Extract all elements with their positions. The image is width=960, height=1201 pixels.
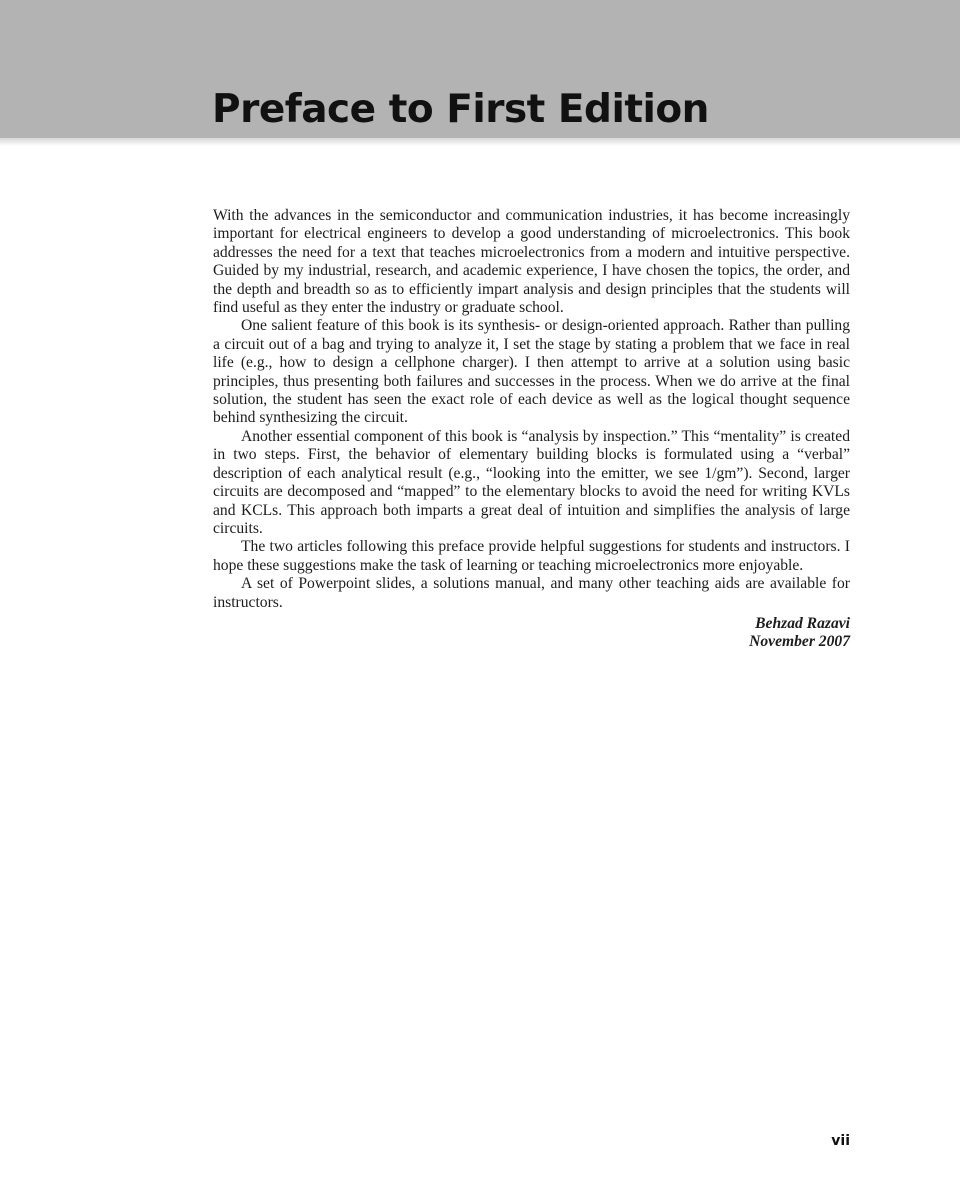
header-divider [0, 138, 960, 146]
signature-date: November 2007 [749, 633, 850, 651]
paragraph: A set of Powerpoint slides, a solutions manual, and many other teaching aids are available for instructors. [213, 575, 850, 611]
paragraph: Another essential component of this book is “analysis by inspection.” This “mentality” is created in two steps. First, the behavior of elementary building blocks is formulated using a “verbal” description of each analytical result (e.g., “looking into the emitter, we see 1/gm”). Second, larger circuits are decomposed and “mapped” to the elementary blocks to avoid the need for writing KVLs and KCLs. This approach both imparts a great deal of intuition and simplifies the analysis of large circuits. [213, 427, 850, 537]
paragraph: With the advances in the semiconductor and communication industries, it has become increasingly important for electrical engineers to develop a good understanding of microelectronics. This book addresses the need for a text that teaches microelectronics from a modern and intuitive perspective. Guided by my industrial, research, and academic experience, I have chosen the topics, the order, and the depth and breadth so as to efficiently impart analysis and design principles that the students will find useful as they enter the industry or graduate school. [213, 207, 850, 317]
page-title: Preface to First Edition [212, 87, 709, 132]
paragraph: One salient feature of this book is its synthesis- or design-oriented approach. Rather than pulling a circuit out of a bag and trying to analyze it, I set the stage by stating a problem that we face in real life (e.g., how to design a cellphone charger). I then attempt to arrive at a solution using basic principles, thus presenting both failures and successes in the process. When we do arrive at the final solution, the student has seen the exact role of each device as well as the logical thought sequence behind synthesizing the circuit. [213, 317, 850, 427]
page-number: vii [831, 1133, 850, 1149]
author-name: Behzad Razavi [755, 614, 850, 632]
preface-body [213, 207, 850, 652]
paragraph: The two articles following this preface provide helpful suggestions for students and instructors. I hope these suggestions make the task of learning or teaching microelectronics more enjoyable. [213, 538, 850, 574]
signature-block [213, 615, 850, 652]
